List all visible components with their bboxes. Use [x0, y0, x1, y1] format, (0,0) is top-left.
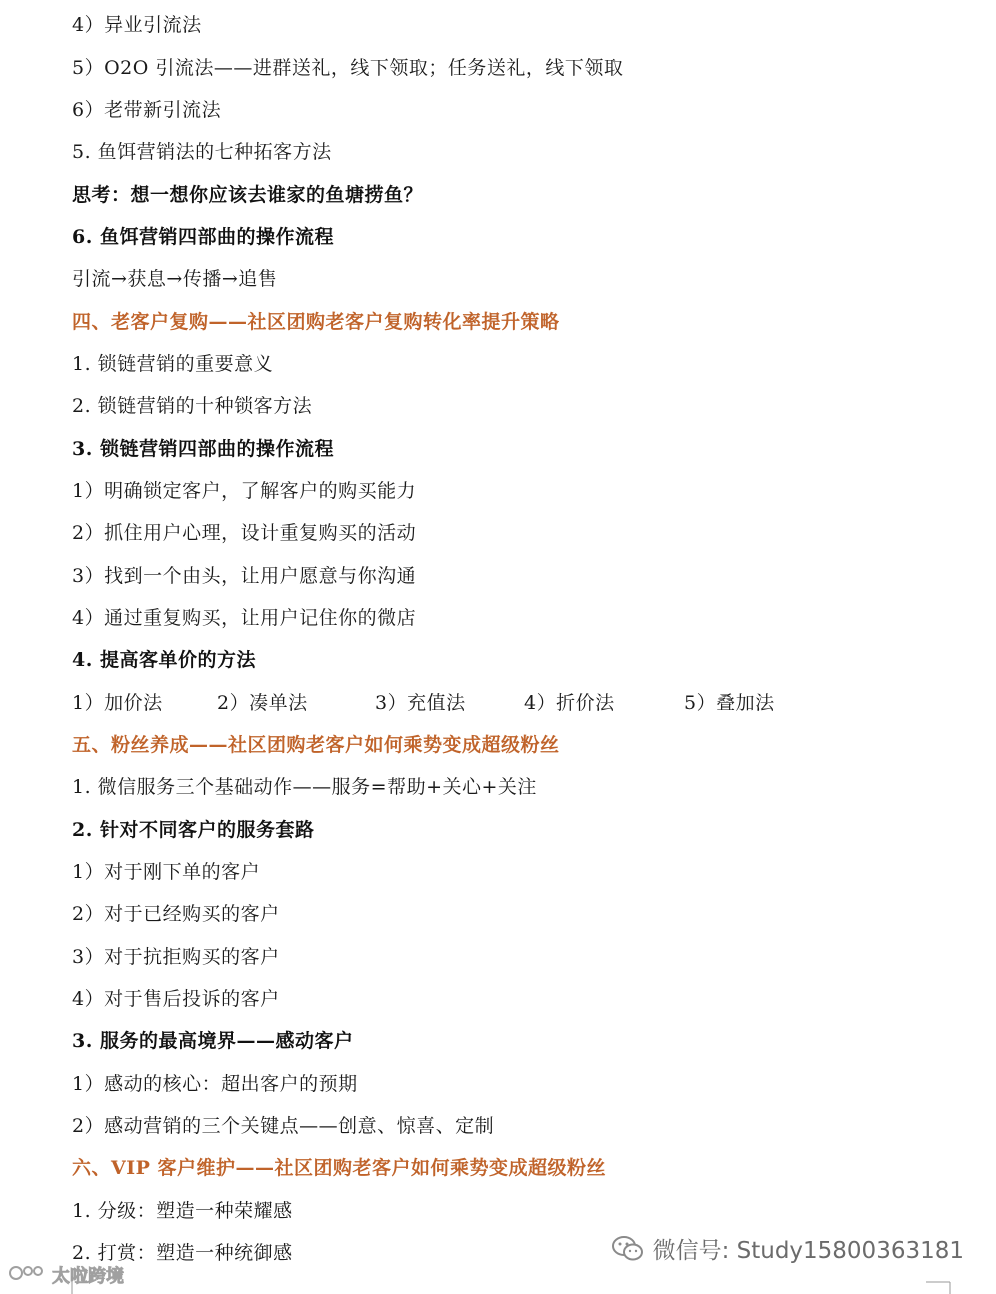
- list-item: 2）感动营销的三个关键点——创意、惊喜、定制: [72, 1115, 495, 1137]
- list-item: 2）抓住用户心理，设计重复购买的活动: [72, 522, 417, 544]
- list-item: 2. 锁链营销的十种锁客方法: [72, 395, 313, 417]
- list-item: 1. 锁链营销的重要意义: [72, 353, 274, 375]
- list-item: 1. 微信服务三个基础动作——服务=帮助+关心+关注: [72, 776, 537, 798]
- wechat-icon: [611, 1234, 645, 1264]
- price-method: 1）加价法: [72, 692, 163, 714]
- list-item: 5）O2O 引流法——进群送礼，线下领取；任务送礼，线下领取: [72, 57, 624, 79]
- list-item: 1. 分级：塑造一种荣耀感: [72, 1200, 293, 1222]
- logo-text: 太啦跨境: [52, 1266, 124, 1287]
- price-method: 3）充值法: [375, 692, 466, 714]
- flow-text: 引流→获息→传播→追售: [72, 268, 278, 290]
- corner-mark-left: [66, 1276, 96, 1294]
- list-item: 4）通过重复购买，让用户记住你的微店: [72, 607, 417, 629]
- section-heading: 五、粉丝养成——社区团购老客户如何乘势变成超级粉丝: [72, 734, 560, 756]
- wechat-watermark: [611, 1232, 964, 1265]
- list-item: 2）对于已经购买的客户: [72, 903, 280, 925]
- subsection-title: 3. 锁链营销四部曲的操作流程: [72, 438, 334, 460]
- list-item: 1）感动的核心：超出客户的预期: [72, 1073, 358, 1095]
- list-item: 1）对于刚下单的客户: [72, 861, 261, 883]
- corner-mark-right: [926, 1276, 956, 1294]
- list-item: 6）老带新引流法: [72, 99, 222, 121]
- price-method: 5）叠加法: [684, 692, 775, 714]
- wechat-id-text: 微信号: Study15800363181: [652, 1238, 964, 1264]
- subsection-title: 2. 针对不同客户的服务套路: [72, 819, 315, 841]
- logo-icon: [8, 1263, 48, 1288]
- list-item: 3）找到一个由头，让用户愿意与你沟通: [72, 565, 417, 587]
- list-item: 3）对于抗拒购买的客户: [72, 946, 280, 968]
- price-methods-row: [72, 690, 775, 716]
- list-item: 4）异业引流法: [72, 14, 202, 36]
- list-item: 4）对于售后投诉的客户: [72, 988, 280, 1010]
- think-question: 思考：想一想你应该去谁家的鱼塘捞鱼？: [72, 184, 424, 206]
- price-method: 2）凑单法: [217, 692, 308, 714]
- section-heading: 四、老客户复购——社区团购老客户复购转化率提升策略: [72, 311, 560, 333]
- subsection-title: 4. 提高客单价的方法: [72, 649, 256, 671]
- list-item: 5. 鱼饵营销法的七种拓客方法: [72, 141, 332, 163]
- list-item: 2. 打赏：塑造一种统御感: [72, 1242, 293, 1264]
- subsection-title: 3. 服务的最高境界——感动客户: [72, 1030, 354, 1052]
- subsection-title: 6. 鱼饵营销四部曲的操作流程: [72, 226, 334, 248]
- price-method: 4）折价法: [524, 692, 615, 714]
- section-heading: 六、VIP 客户维护——社区团购老客户如何乘势变成超级粉丝: [72, 1157, 607, 1179]
- list-item: 1）明确锁定客户，了解客户的购买能力: [72, 480, 417, 502]
